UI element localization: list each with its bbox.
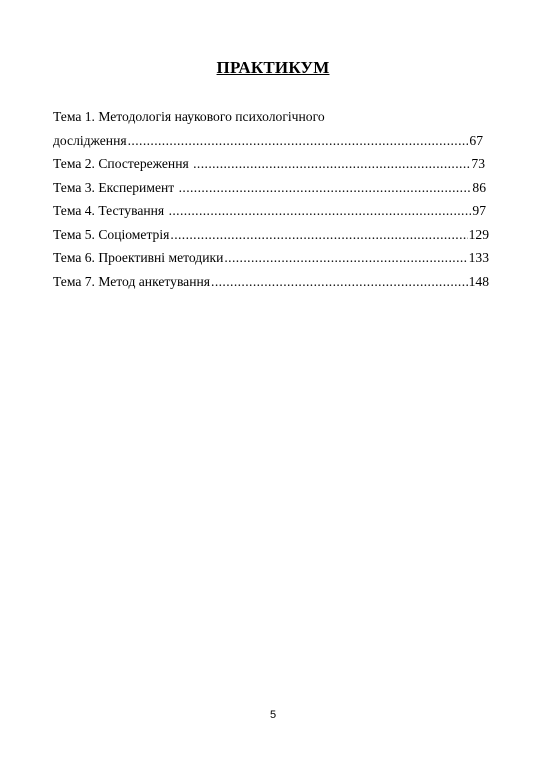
toc-leader-dots [128, 129, 469, 153]
toc-leader-dots [179, 176, 472, 200]
toc-entry-7 [53, 270, 489, 294]
toc-entry-title: Тема 6. Проективні методики [53, 250, 224, 265]
toc-entry-title: Тема 4. Тестування [53, 203, 168, 218]
toc-entry-title: дослідження [53, 132, 127, 148]
toc-entry-page: 133 [468, 250, 489, 265]
toc-leader-dots [193, 152, 470, 176]
toc-entry-page: 86 [472, 179, 486, 195]
page-number: 5 [269, 709, 277, 721]
toc-entry-page: 73 [471, 156, 485, 171]
toc-entry-1-first-line [53, 105, 489, 129]
toc-entry-3 [53, 176, 489, 200]
toc-entry-title: Тема 5. Соціометрія [53, 226, 170, 242]
toc-entry-5 [53, 223, 489, 247]
toc-entry-4 [53, 199, 489, 223]
toc-leader-dots [211, 270, 468, 294]
toc-leader-dots [170, 223, 467, 247]
toc-entry-2 [53, 152, 489, 176]
page-title: ПРАКТИКУМ [216, 58, 330, 77]
toc-entry-6 [53, 246, 489, 270]
toc-leader-dots [224, 246, 467, 270]
toc-entry-title: Тема 7. Метод анкетування [53, 273, 211, 289]
toc-entry-page: 148 [468, 273, 489, 289]
toc-entry-title: Тема 2. Спостереження [53, 156, 193, 171]
toc-entry-title: Тема 1. Методологія наукового психологічного [53, 109, 325, 124]
toc-entry-page: 97 [472, 203, 486, 218]
toc-leader-dots [169, 199, 472, 223]
toc-entry-1 [53, 129, 489, 153]
toc-entry-page: 67 [469, 132, 483, 148]
table-of-contents [53, 105, 489, 293]
toc-entry-page: 129 [468, 226, 489, 242]
toc-entry-title: Тема 3. Експеримент [53, 179, 178, 195]
